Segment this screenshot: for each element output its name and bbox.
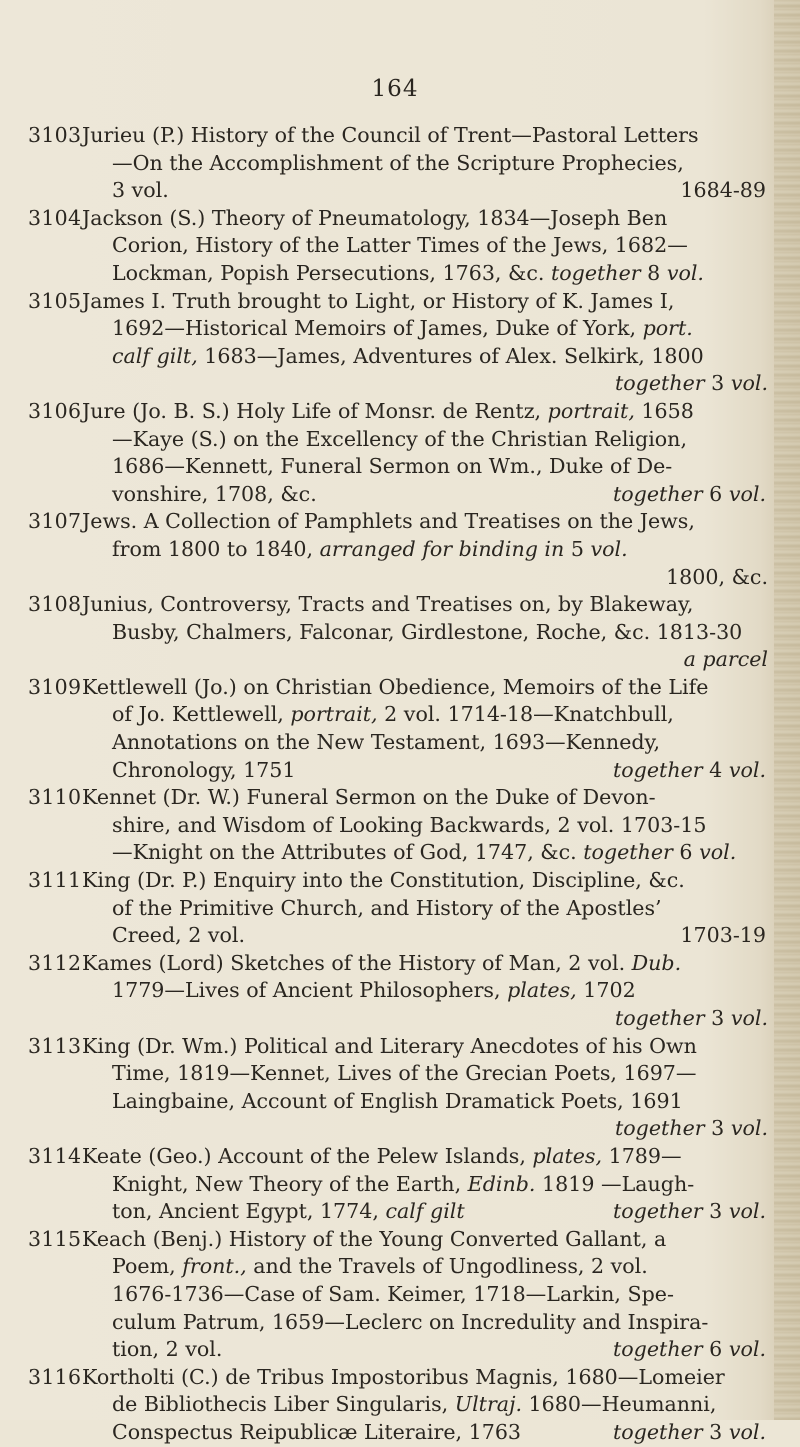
italic-text: together — [615, 1116, 705, 1141]
italic-text: Dub. — [631, 950, 682, 975]
entry-description — [82, 205, 768, 288]
catalogue-entry — [28, 1364, 768, 1447]
entry-line — [82, 536, 768, 564]
italic-text: together — [550, 260, 641, 285]
lot-number: 3104 — [28, 205, 82, 230]
text-run: 5 — [564, 536, 591, 561]
text-run: 6 — [702, 481, 729, 506]
entry-line — [82, 1033, 768, 1061]
entry-line — [82, 646, 768, 674]
text-run: Conspectus Reipublicæ Literaire, 1763 — [112, 1419, 522, 1444]
text-run: 6 — [672, 840, 700, 865]
entry-description — [82, 867, 768, 950]
line-left — [112, 922, 245, 950]
entry-line — [82, 508, 768, 536]
italic-text: together — [615, 371, 705, 396]
text-run: —Knight on the Attributes of God, 1747, &c. — [112, 840, 584, 865]
line-left — [112, 1336, 222, 1364]
italic-text: portrait, — [290, 702, 378, 727]
text-run: Poem, — [112, 1254, 183, 1279]
italic-text: portrait, — [547, 398, 635, 423]
entry-line — [82, 481, 768, 509]
text-run: 1819 —Laugh- — [535, 1171, 695, 1196]
italic-text: vol. — [730, 1116, 768, 1141]
text-run: Jurieu (P.) History of the Council of Trent—Pastoral Letters — [82, 123, 699, 147]
italic-text: vol. — [728, 757, 766, 782]
italic-text: vol. — [728, 1337, 766, 1362]
italic-text: Edinb. — [467, 1171, 536, 1196]
catalogue-entry — [28, 1143, 768, 1226]
italic-text: vol. — [730, 1006, 768, 1030]
italic-text: plates, — [532, 1143, 603, 1168]
catalogue-entry — [28, 867, 768, 950]
text-run: ton, Ancient Egypt, 1774, — [112, 1199, 386, 1224]
entry-description — [82, 1226, 768, 1364]
text-run: Kennet (Dr. W.) Funeral Sermon on the Duke of Devon- — [82, 785, 656, 810]
text-run: 1692—Historical Memoirs of James, Duke of York, — [112, 316, 643, 341]
italic-text: together — [583, 840, 673, 865]
entry-line — [82, 1281, 768, 1309]
text-run: Corion, History of the Latter Times of the Jews, 1682— — [112, 233, 688, 258]
text-run: culum Patrum, 1659—Leclerc on Incredulity and Inspira- — [112, 1309, 709, 1334]
text-run: Lockman, Popish Persecutions, 1763, &c. — [112, 260, 551, 285]
italic-text: together — [613, 1337, 703, 1362]
entry-line — [82, 977, 768, 1005]
text-run: 6 — [702, 1337, 729, 1362]
line-right — [613, 1336, 766, 1364]
italic-text: vol. — [728, 481, 766, 506]
text-run: Annotations on the New Testament, 1693—Kennedy, — [112, 730, 661, 755]
entry-line — [82, 591, 768, 619]
entry-line — [82, 398, 768, 426]
entry-line — [82, 343, 768, 371]
entry-line — [82, 315, 768, 343]
text-run: —On the Accomplishment of the Scripture Prophecies, — [112, 150, 684, 175]
text-run: 1676-1736—Case of Sam. Keimer, 1718—Larkin, Spe- — [112, 1281, 674, 1306]
text-run: 3 — [704, 371, 731, 396]
entry-line — [82, 370, 768, 398]
italic-text: together — [613, 757, 703, 782]
italic-text: arranged for binding in — [319, 536, 565, 561]
line-right — [680, 177, 766, 205]
text-run: Chronology, 1751 — [112, 757, 296, 782]
lot-number: 3116 — [28, 1364, 82, 1389]
entry-line — [82, 1088, 768, 1116]
entry-description — [82, 288, 768, 398]
entry-line — [82, 1143, 768, 1171]
text-run: Jure (Jo. B. S.) Holy Life of Monsr. de Rentz, — [82, 398, 548, 423]
entry-line — [82, 895, 768, 923]
text-run: from 1800 to 1840, — [112, 536, 320, 561]
line-left — [112, 177, 169, 205]
entry-line — [82, 950, 768, 978]
entry-line — [82, 1391, 768, 1419]
lot-number: 3114 — [28, 1143, 82, 1168]
entry-description — [82, 122, 768, 205]
entry-line — [82, 784, 768, 812]
catalogue-entry — [28, 122, 768, 205]
entry-line — [82, 1060, 768, 1088]
italic-text: together — [613, 1419, 703, 1444]
text-run: 3 — [702, 1199, 729, 1224]
entry-line — [82, 1336, 768, 1364]
text-run: Kortholti (C.) de Tribus Impostoribus Magnis, 1680—Lomeier — [82, 1364, 725, 1389]
entry-line — [82, 619, 768, 647]
text-run: 1779—Lives of Ancient Philosophers, — [112, 978, 508, 1003]
lot-number: 3110 — [28, 785, 82, 810]
lot-number: 3113 — [28, 1033, 82, 1058]
lot-number: 3103 — [28, 123, 82, 147]
italic-text: vol. — [728, 1199, 766, 1224]
entry-line — [82, 1005, 768, 1033]
entry-line — [82, 1309, 768, 1337]
entry-line — [82, 812, 768, 840]
entry-line — [82, 1419, 768, 1447]
text-run: King (Dr. P.) Enquiry into the Constitution, Discipline, &c. — [82, 868, 685, 893]
italic-text: front., — [182, 1254, 247, 1279]
entry-line — [82, 1364, 768, 1392]
text-run: 1702 — [576, 978, 636, 1003]
catalogue-entry — [28, 674, 768, 784]
lot-number: 3105 — [28, 288, 82, 313]
text-run: Time, 1819—Kennet, Lives of the Grecian Poets, 1697— — [112, 1061, 697, 1086]
entry-line — [82, 177, 768, 205]
line-left — [112, 1198, 465, 1226]
catalogue-entry — [28, 288, 768, 398]
entry-line — [82, 757, 768, 785]
entry-line — [82, 232, 768, 260]
text-run: Kames (Lord) Sketches of the History of Man, 2 vol. — [82, 950, 632, 975]
text-run: 1658 — [634, 398, 694, 423]
text-run: of the Primitive Church, and History of the Apostles’ — [112, 895, 662, 920]
italic-text: plates, — [507, 978, 577, 1003]
catalogue-entry — [28, 950, 768, 1033]
catalogue-entry — [28, 1033, 768, 1143]
text-run: 3 vol. — [112, 178, 169, 203]
text-run: 3 — [702, 1419, 729, 1444]
text-run: vonshire, 1708, &c. — [112, 481, 317, 506]
text-run: 1703-19 — [680, 923, 766, 948]
italic-text: a parcel — [683, 647, 768, 672]
entry-line — [82, 1115, 768, 1143]
entry-description — [82, 591, 768, 674]
text-run: Jews. A Collection of Pamphlets and Treatises on the Jews, — [82, 509, 695, 534]
catalogue-entry — [28, 508, 768, 591]
text-run: and the Travels of Ungodliness, 2 vol. — [246, 1254, 648, 1279]
entry-line — [82, 701, 768, 729]
entry-line — [82, 205, 768, 233]
text-run: tion, 2 vol. — [112, 1337, 223, 1362]
italic-text: vol. — [730, 371, 768, 396]
entry-line — [82, 1226, 768, 1254]
entry-line — [82, 260, 768, 288]
italic-text: Ultraj. — [454, 1392, 523, 1417]
lot-number: 3106 — [28, 398, 82, 423]
text-run: Keate (Geo.) Account of the Pelew Islands, — [82, 1143, 533, 1168]
entry-description — [82, 1364, 768, 1447]
text-run: 3 — [704, 1006, 731, 1030]
lot-number: 3111 — [28, 868, 82, 893]
entry-line — [82, 564, 768, 592]
text-run: —Kaye (S.) on the Excellency of the Christian Religion, — [112, 426, 687, 451]
text-run: Busby, Chalmers, Falconar, Girdlestone, Roche, &c. 1813-30 — [112, 619, 743, 644]
entry-line — [82, 150, 768, 178]
text-run: Kettlewell (Jo.) on Christian Obedience, Memoirs of the Life — [82, 674, 709, 699]
text-run: 1683—James, Adventures of Alex. Selkirk, 1800 — [197, 343, 704, 368]
italic-text: port. — [642, 316, 693, 341]
text-run: 4 — [702, 757, 729, 782]
line-right — [613, 757, 766, 785]
line-right — [613, 481, 766, 509]
italic-text: calf gilt, — [112, 343, 198, 368]
line-left — [112, 757, 296, 785]
text-run: James I. Truth brought to Light, or History of K. James I, — [82, 288, 675, 313]
text-run: Keach (Benj.) History of the Young Converted Gallant, a — [82, 1226, 667, 1251]
italic-text: vol. — [699, 840, 737, 865]
entry-description — [82, 784, 768, 867]
entry-line — [82, 1198, 768, 1226]
entry-line — [82, 729, 768, 757]
text-run: 3 — [704, 1116, 731, 1141]
italic-text: together — [613, 481, 703, 506]
lot-number: 3108 — [28, 592, 82, 617]
lot-number: 3112 — [28, 950, 82, 975]
italic-text: vol. — [666, 260, 704, 285]
italic-text: together — [615, 1006, 705, 1030]
catalogue-entries — [28, 122, 768, 1447]
text-run: 2 vol. 1714-18—Knatchbull, — [377, 702, 674, 727]
text-run: 1800, &c. — [666, 564, 768, 589]
entry-line — [82, 426, 768, 454]
line-right — [680, 922, 766, 950]
catalogue-entry — [28, 205, 768, 288]
catalogue-entry — [28, 784, 768, 867]
text-run: 8 — [640, 260, 667, 285]
text-run: Knight, New Theory of the Earth, — [112, 1171, 468, 1196]
entry-description — [82, 1033, 768, 1143]
text-run: Creed, 2 vol. — [112, 923, 246, 948]
entry-line — [82, 288, 768, 316]
entry-line — [82, 1253, 768, 1281]
entry-line — [82, 922, 768, 950]
line-right — [613, 1198, 766, 1226]
entry-description — [82, 508, 768, 591]
text-run: King (Dr. Wm.) Political and Literary Anecdotes of his Own — [82, 1033, 697, 1058]
catalogue-entry — [28, 398, 768, 508]
text-run: 1680—Heumanni, — [522, 1392, 717, 1417]
line-left — [112, 481, 317, 509]
lot-number: 3115 — [28, 1226, 82, 1251]
entry-description — [82, 1143, 768, 1226]
catalogue-entry — [28, 1226, 768, 1364]
italic-text: calf gilt — [385, 1199, 465, 1224]
italic-text: vol. — [590, 536, 628, 561]
text-run: shire, and Wisdom of Looking Backwards, 2 vol. 1703-15 — [112, 812, 707, 837]
italic-text: together — [613, 1199, 703, 1224]
text-run: 1686—Kennett, Funeral Sermon on Wm., Duke of De- — [112, 454, 673, 479]
page-edge — [774, 0, 800, 1420]
text-run: 1684-89 — [680, 178, 766, 203]
entry-description — [82, 950, 768, 1033]
entry-line — [82, 122, 768, 150]
entry-line — [82, 867, 768, 895]
lot-number: 3109 — [28, 674, 82, 699]
text-run: 1789— — [602, 1143, 682, 1168]
entry-line — [82, 674, 768, 702]
entry-description — [82, 674, 768, 784]
entry-description — [82, 398, 768, 508]
text-run: Junius, Controversy, Tracts and Treatises on, by Blakeway, — [82, 592, 694, 617]
text-run: de Bibliothecis Liber Singularis, — [112, 1392, 455, 1417]
line-right — [613, 1419, 766, 1447]
catalogue-entry — [28, 591, 768, 674]
entry-line — [82, 453, 768, 481]
italic-text: vol. — [728, 1419, 766, 1444]
entry-line — [82, 839, 768, 867]
text-run: Jackson (S.) Theory of Pneumatology, 1834—Joseph Ben — [82, 205, 668, 230]
entry-line — [82, 1171, 768, 1199]
text-run: Laingbaine, Account of English Dramatick Poets, 1691 — [112, 1088, 683, 1113]
lot-number: 3107 — [28, 509, 82, 534]
line-left — [112, 1419, 521, 1447]
text-run: of Jo. Kettlewell, — [112, 702, 291, 727]
page-number: 164 — [371, 76, 419, 102]
